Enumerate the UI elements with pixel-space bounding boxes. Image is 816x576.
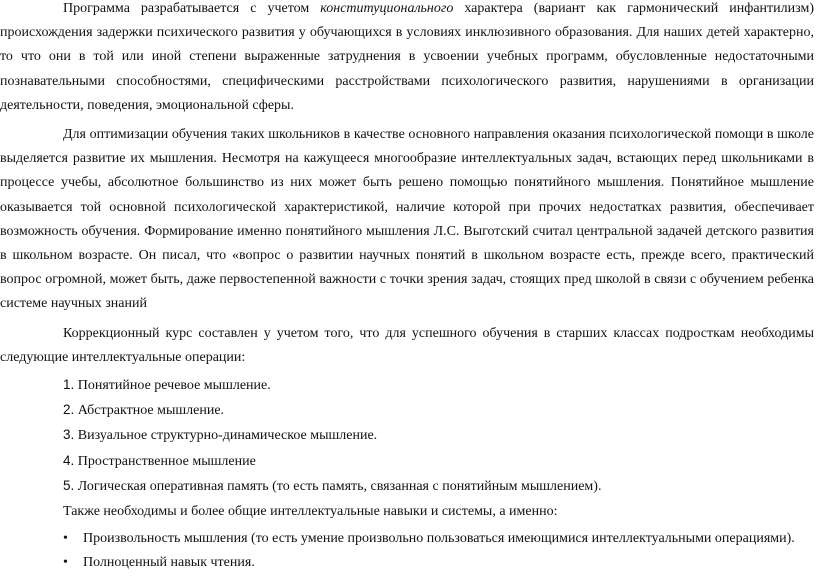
bullet-marker: • xyxy=(63,555,68,571)
bullet-marker: • xyxy=(63,531,68,547)
paragraph-correction-course: Коррекционный курс составлен у учетом того, что для успешного обучения в старших классах подросткам необходимы следующие интеллектуальные операции: xyxy=(0,325,814,365)
list-item-text: Понятийное речевое мышление. xyxy=(77,378,271,394)
list-item xyxy=(0,398,814,423)
list-item-text: Пространственное мышление xyxy=(77,453,256,469)
bullet-list xyxy=(0,527,814,575)
paragraph1-part-a: Программа разрабатывается с учетом xyxy=(63,1,321,16)
list-item-number: 3. xyxy=(63,427,75,443)
list-item-text: Логическая оперативная память (то есть память, связанная с понятийным мышлением). xyxy=(77,478,602,494)
list-item-text: Абстрактное мышление. xyxy=(77,403,225,419)
list-item xyxy=(0,423,814,448)
list-item-number: 4. xyxy=(63,452,75,468)
paragraph-thinking-development: Для оптимизации обучения таких школьников в качестве основного направления оказания психологической помощи в школе выделяется развитие их мышления. Несмотря на кажущееся многообразие интеллектуальных задач, встающих перед школьниками в процессе учебы, абсолютное большинство из них может быть решено помощью понятийного мышления. Понятийное мышление оказывается той основной психологической характеристикой, наличие которой при прочих недостатках развития, обеспечивает возможность обучения. Формирование именно понятийного мышления Л.С. Выготский считал центральной задачей детского развития в школьном возрасте. Он писал, что «вопрос о развитии научных понятий в школьном возрасте есть, прежде всего, практический вопрос огромной, может быть, даже первостепенной важности с точки зрения задач, стоящих пред школой в связи с обучением ребенка системе научных знаний xyxy=(0,127,814,312)
list-item xyxy=(0,474,814,499)
also-needed-text: Также необходимы и более общие интеллектуальные навыки и системы, а именно: xyxy=(63,504,558,520)
bullet-list-item xyxy=(0,527,814,551)
bullet-item-text: Полноценный навык чтения. xyxy=(83,555,255,571)
numbered-list xyxy=(0,373,814,499)
list-item-number: 1. xyxy=(63,377,75,393)
list-item-number: 5. xyxy=(63,477,75,493)
list-item-number: 2. xyxy=(63,402,75,418)
paragraph-program-description xyxy=(0,0,814,118)
list-item-text: Визуальное структурно-динамическое мышление. xyxy=(77,428,378,444)
bullet-list-item xyxy=(0,551,814,575)
paragraph1-part-b: характера (вариант как гармонический инфантилизм) происхождения задержки психического развития у обучающихся в условиях инклюзивного образования. Для наших детей характерно, то что они в той или иной степени выраженные затруднения в усвоении учебных программ, обусловленные недостаточными познавательными способностями, специфическими расстройствами психологического развития, нарушениями в организации деятельности, поведения, эмоциональной сферы. xyxy=(0,1,814,113)
list-item xyxy=(0,449,814,474)
list-item xyxy=(0,373,814,398)
bullet-item-text: Произвольность мышления (то есть умение произвольно пользоваться имеющимися интеллектуальными операциями). xyxy=(83,531,795,547)
paragraph1-italic-term: конституционального xyxy=(320,1,454,16)
